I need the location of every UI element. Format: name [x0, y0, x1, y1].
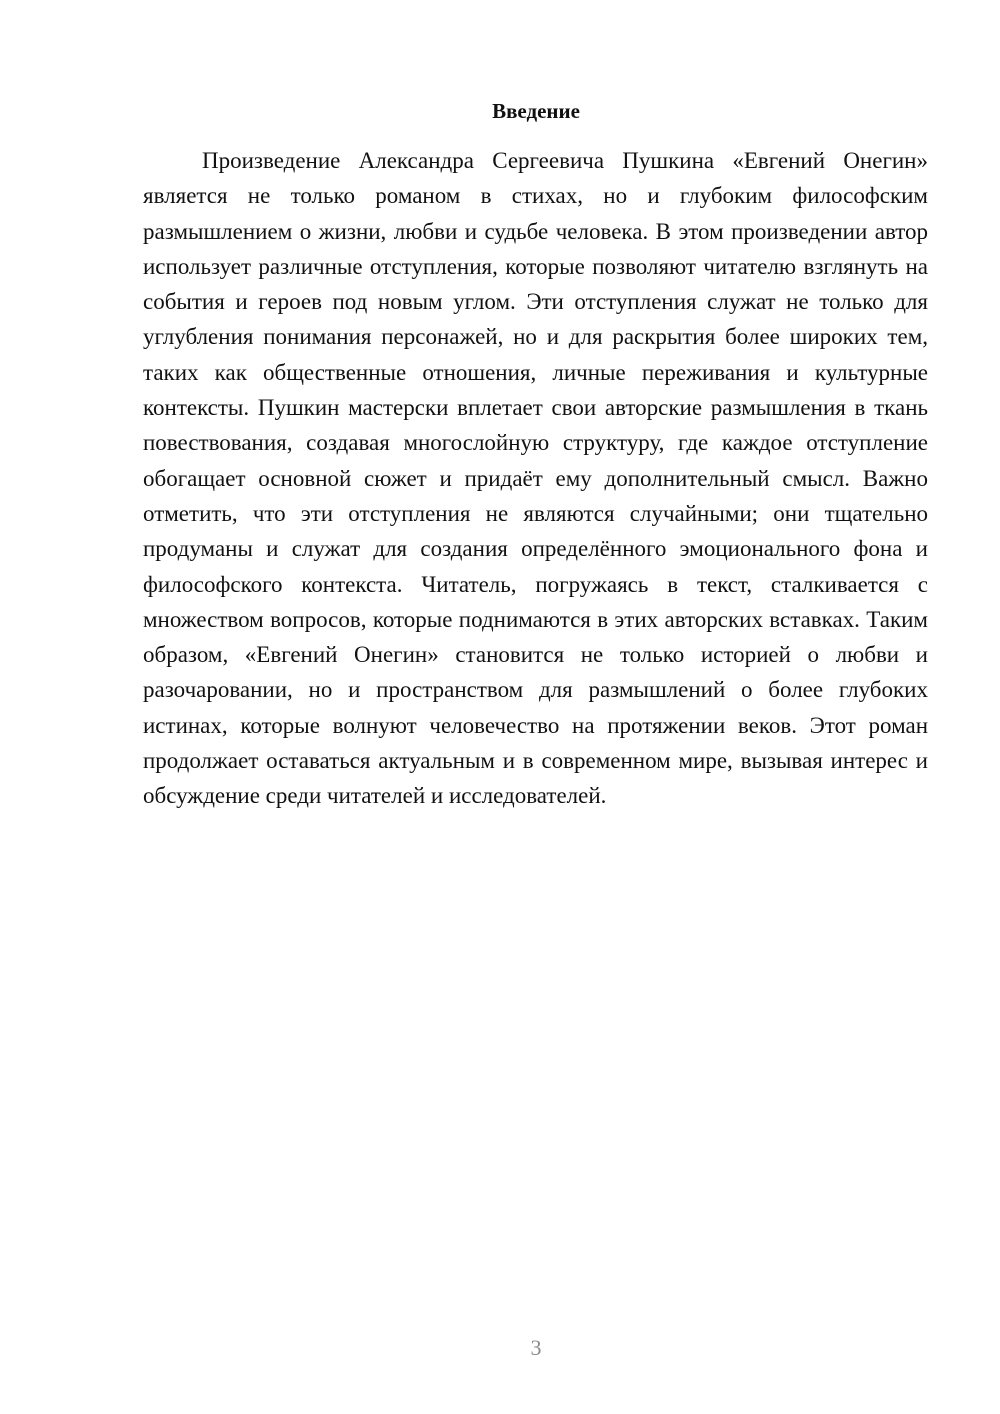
body-paragraph: Произведение Александра Сергеевича Пушкина «Евгений Онегин» является не только романом в стихах, но и глубоким философским размышлением о жизни, любви и судьбе человека. В этом произведении автор использует различные отступления, которые позволяют читателю взглянуть на события и героев под новым углом. Эти отступления служат не только для углубления понимания персонажей, но и для раскрытия более широких тем, таких как общественные отношения, личные переживания и культурные контексты. Пушкин мастерски вплетает свои авторские размышления в ткань повествования, создавая многослойную структуру, где каждое отступление обогащает основной сюжет и придаёт ему дополнительный смысл. Важно отметить, что эти отступления не являются случайными; они тщательно продуманы и служат для создания определённого эмоционального фона и философского контекста. Читатель, погружаясь в текст, сталкивается с множеством вопросов, которые поднимаются в этих авторских вставках. Таким образом, «Евгений Онегин» становится не только историей о любви и разочаровании, но и пространством для размышлений о более глубоких истинах, которые волнуют человечество на протяжении веков. Этот роман продолжает оставаться актуальным и в современном мире, вызывая интерес и обсуждение среди читателей и исследователей.	[143, 148, 928, 809]
page-number: 3	[530, 1335, 542, 1360]
section-heading: Введение	[492, 99, 580, 123]
